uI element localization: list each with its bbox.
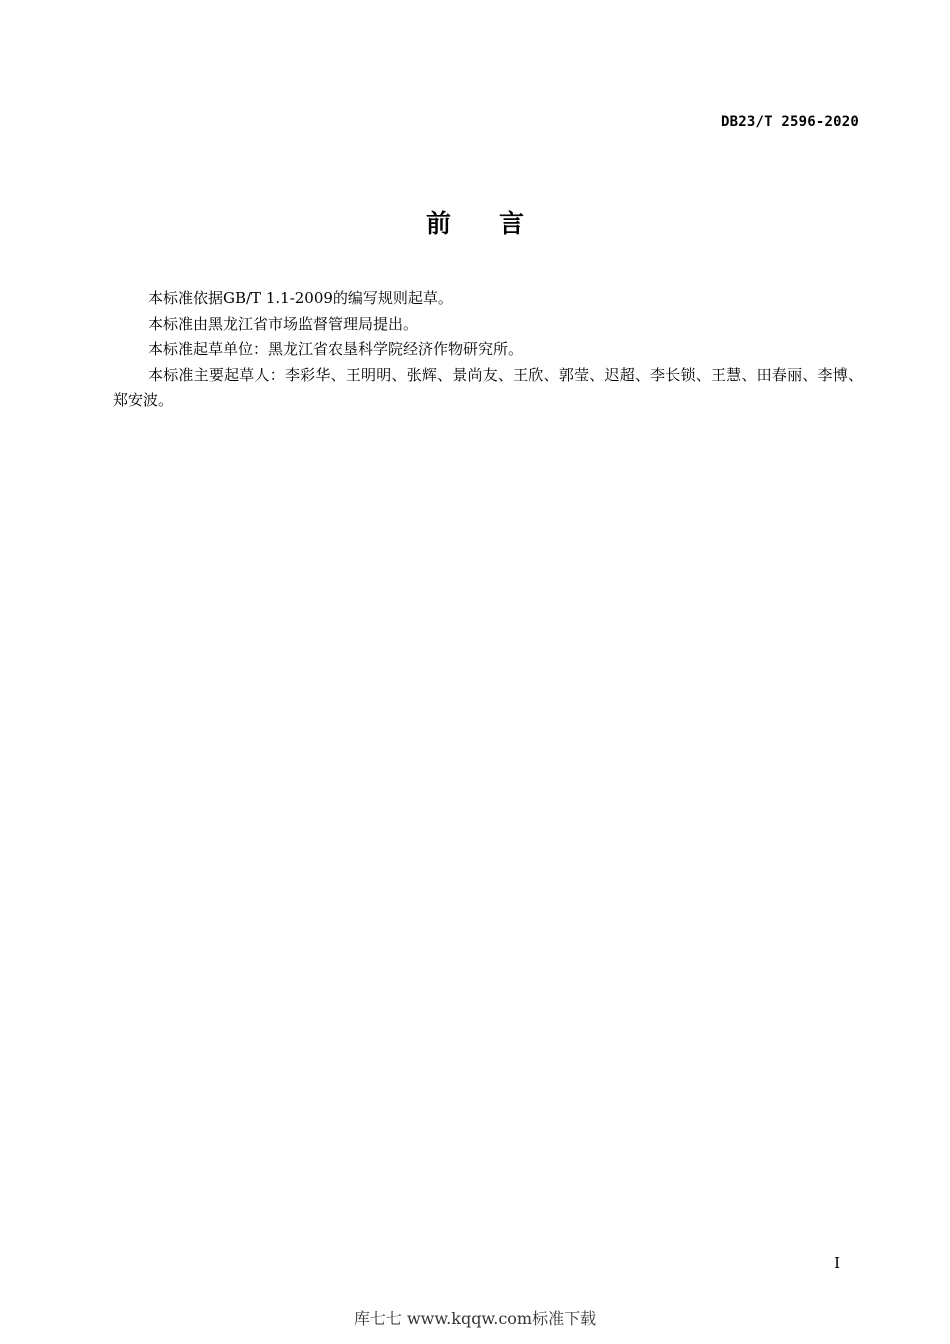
footer-watermark: 库七七 www.kqqw.com标准下载	[353, 1309, 597, 1328]
paragraph-drafting-rules: 本标准依据GB/T 1.1-2009的编写规则起草。	[148, 289, 453, 307]
page-number: I	[834, 1254, 840, 1272]
page-title	[0, 204, 950, 240]
paragraph-drafters: 本标准主要起草人：李彩华、王明明、张辉、景尚友、王欣、郭莹、迟超、李长锁、王慧、田春丽、李博、郑安波。	[113, 365, 863, 409]
foreword-body	[113, 286, 863, 414]
title-char-2: 言	[499, 209, 525, 238]
title-char-1: 前	[425, 209, 451, 238]
standard-code: DB23/T 2596-2020	[720, 114, 859, 130]
paragraph-drafting-unit: 本标准起草单位：黑龙江省农垦科学院经济作物研究所。	[148, 340, 524, 358]
paragraph-proposer: 本标准由黑龙江省市场监督管理局提出。	[148, 314, 419, 333]
